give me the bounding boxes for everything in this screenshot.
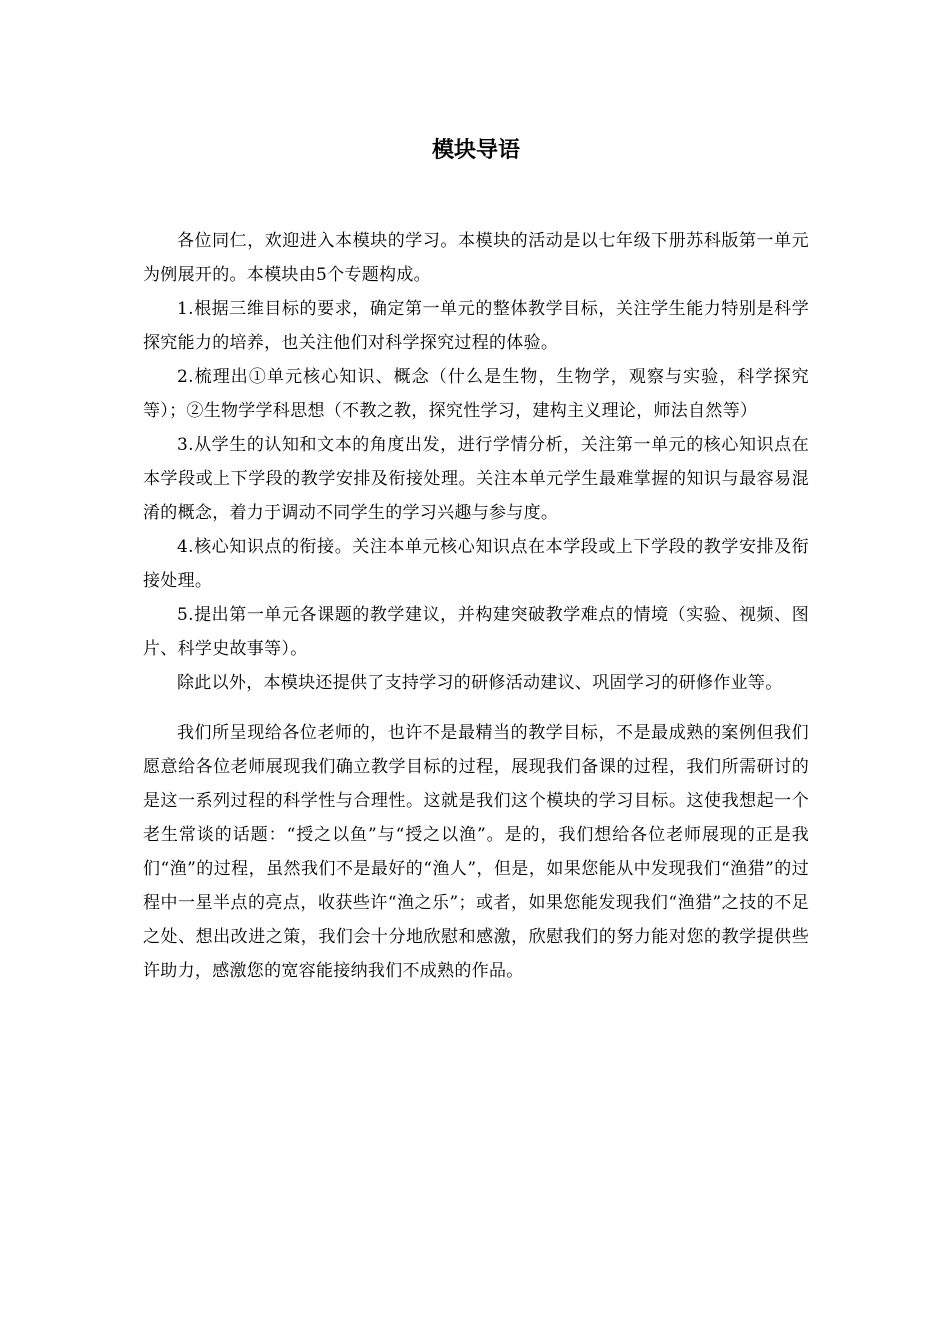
paragraph-item-5: 5.提出第一单元各课题的教学建议，并构建突破教学难点的情境（实验、视频、图片、科学史故事等）。 xyxy=(143,605,809,659)
paragraph-item-2: 2.梳理出①单元核心知识、概念（什么是生物，生物学，观察与实验，科学探究等）；②生物学学科思想（不教之教，探究性学习，建构主义理论，师法自然等） xyxy=(143,367,809,421)
document-body xyxy=(143,224,809,988)
paragraph-intro: 各位同仁，欢迎进入本模块的学习。本模块的活动是以七年级下册苏科版第一单元为例展开的。本模块由5个专题构成。 xyxy=(143,231,809,285)
paragraph-closing: 我们所呈现给各位老师的，也许不是最精当的教学目标，不是最成熟的案例但我们愿意给各位老师展现我们确立教学目标的过程，展现我们备课的过程，我们所需研讨的是这一系列过程的科学性与合理性。这就是我们这个模块的学习目标。这使我想起一个老生常谈的话题：“授之以鱼”与“授之以渔”。是的，我们想给各位老师展现的正是我们“渔”的过程，虽然我们不是最好的“渔人”，但是，如果您能从中发现我们“渔猎”的过程中一星半点的亮点，收获些许“渔之乐”；或者，如果您能发现我们“渔猎”之技的不足之处、想出改进之策，我们会十分地欣慰和感激，欣慰我们的努力能对您的教学提供些许助力，感激您的宽容能接纳我们不成熟的作品。 xyxy=(143,723,809,981)
paragraph-item-1: 1.根据三维目标的要求，确定第一单元的整体教学目标，关注学生能力特别是科学探究能力的培养，也关注他们对科学探究过程的体验。 xyxy=(143,299,809,353)
paragraph-item-4: 4.核心知识点的衔接。关注本单元核心知识点在本学段或上下学段的教学安排及衔接处理。 xyxy=(143,537,809,591)
paragraph-additional: 除此以外，本模块还提供了支持学习的研修活动建议、巩固学习的研修作业等。 xyxy=(177,673,783,693)
paragraph-item-3: 3.从学生的认知和文本的角度出发，进行学情分析，关注第一单元的核心知识点在本学段或上下学段的教学安排及衔接处理。关注本单元学生最难掌握的知识与最容易混淆的概念，着力于调动不同学生的学习兴趣与参与度。 xyxy=(143,435,809,523)
document-title: 模块导语 xyxy=(431,138,520,163)
